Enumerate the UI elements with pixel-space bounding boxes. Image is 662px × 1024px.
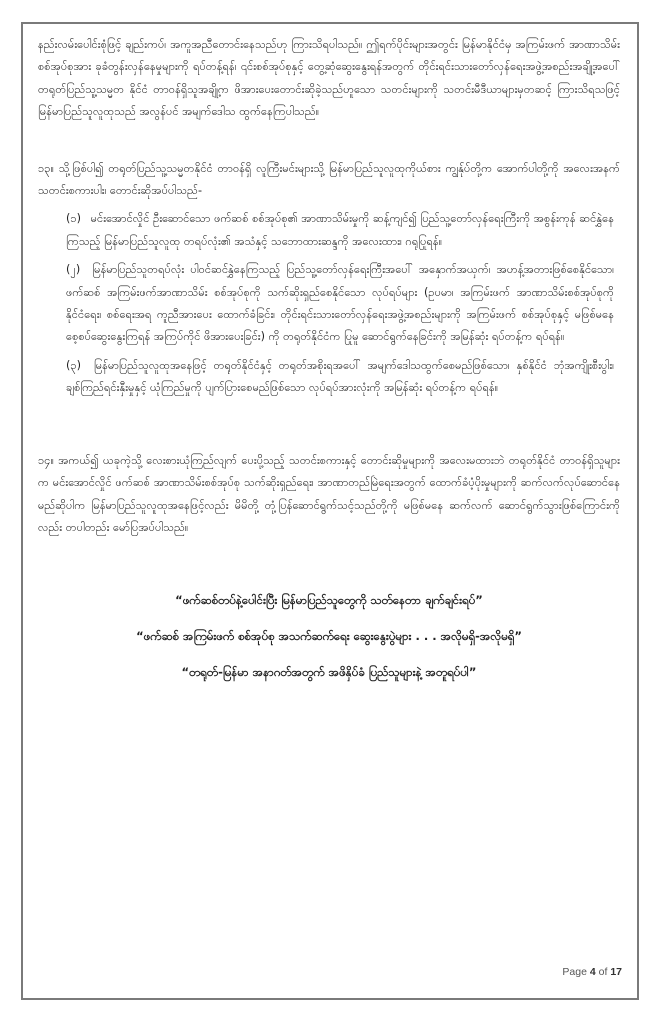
page-number <box>562 966 622 978</box>
demand-item-2 <box>66 259 614 349</box>
demand-item-3 <box>66 355 614 400</box>
demand-item-number: (၃) <box>66 358 82 372</box>
paragraph-13: ၁၃။ သို့ဖြစ်ပါ၍ တရုတ်ပြည်သူ့သမ္မတနိုင်ငံ တာဝန်ရှိ လူကြီးမင်းများသို့ မြန်မာပြည်သူလူထုကိုယ်စား ကျွန်ုပ်တို့က အောက်ပါတို့ကို အလေးအနက် သတင်းစကားပါး၊ တောင်းဆိုအပ်ပါသည်- <box>38 161 620 198</box>
slogan-1: “ဖက်ဆစ်တပ်နဲ့ပေါင်းပြီး မြန်မာပြည်သူတွေကို သတ်နေတာ ချက်ချင်းရပ်” <box>175 593 483 608</box>
demand-item-text: မင်းအောင်လှိုင် ဦးဆောင်သော ဖက်ဆစ် စစ်အုပ်စု၏ အာဏာသိမ်းမှုကို ဆန့်ကျင်၍ ပြည်သူ့တော်လှန်ရေးကြီးကို အစွန်းကုန် ဆင်နွှဲနေကြသည့် မြန်မာပြည်သူလူထု တရပ်လုံး၏ အသံနှင့် သဘောထားဆန္ဒကို အလေးထား၊ ဂရုပြုရန်။ <box>66 212 614 248</box>
document-body <box>38 34 620 697</box>
page-current: 4 <box>589 966 596 978</box>
slogan-3: “တရုတ်-မြန်မာ အနာဂတ်အတွက် အဖိနှိပ်ခံ ပြည်သူများနဲ့ အတူရပ်ပါ” <box>181 665 477 680</box>
demand-item-number: (၂) <box>66 263 81 277</box>
page-prefix: Page <box>562 966 587 978</box>
demand-item-1 <box>66 208 614 253</box>
paragraph-14: ၁၄။ အကယ်၍ ယခုကဲ့သို့ လေးစားယုံကြည်လျက် ပေးပို့သည့် သတင်းစကားနှင့် တောင်းဆိုမှုများကို အလေးမထားဘဲ တရုတ်နိုင်ငံ တာဝန်ရှိသူများက မင်းအောင်လှိုင် ဖက်ဆစ် အာဏာသိမ်းစစ်အုပ်စု သက်ဆိုးရှည်ရေး၊ အာဏာတည်မြဲရေးအတွက် ထောက်ခံပံ့ပိုးမှုများကို ဆက်လက်လုပ်ဆောင်နေမည်ဆိုပါက မြန်မာပြည်သူလူထုအနေဖြင့်လည်း မိမိတို့ တုံ့ပြန်ဆောင်ရွက်သင့်သည်တို့ကို မဖြစ်မနေ ဆက်လက် ဆောင်ရွက်သွားဖြစ်ကြောင်းကိုလည်း တပါတည်း မော်ပြအပ်ပါသည်။ <box>38 453 620 534</box>
demand-item-number: (၁) <box>66 212 82 226</box>
page-of: of <box>598 966 608 978</box>
slogan-2: “ဖက်ဆစ် အကြမ်းဖက် စစ်အုပ်စု အသက်ဆက်ရေး ဆွေးနွေးပွဲများ . . . အလိုမရှိ-အလိုမရှိ” <box>136 629 522 644</box>
page-total: 17 <box>610 966 622 978</box>
demand-item-text: မြန်မာပြည်သူတရပ်လုံး ပါဝင်ဆင်နွှဲနေကြသည့် ပြည်သူ့တော်လှန်ရေးကြီးအပေါ် အနှောက်အယှက်၊ အဟန့်အတားဖြစ်စေနိုင်သော၊ ဖက်ဆစ် အကြမ်းဖက်အာဏာသိမ်း စစ်အုပ်စုကို သက်ဆိုးရှည်စေနိုင်သော လုပ်ရပ်များ (ဥပမာ၊ အကြမ်းဖက် အာဏာသိမ်းစစ်အုပ်စုကို နိုင်ငံရေး၊ စစ်ရေးအရ ကူညီအားပေး ထောက်ခံခြင်း၊ တိုင်းရင်းသားတော်လှန်ရေးအဖွဲ့အစည်းများကို အကြမ်းဖက် စစ်အုပ်စုနှင့် မဖြစ်မနေ စေ့စပ်ဆွေးနွေးကြရန် အကြပ်ကိုင် ဖိအားပေးခြင်း) ကို တရုတ်နိုင်ငံက ပြုမူ ဆောင်ရွက်နေခြင်းကို အမြန်ဆုံး ရပ်တန့်က ရပ်ရန်။ <box>66 263 615 344</box>
demand-item-text: မြန်မာပြည်သူလူထုအနေဖြင့် တရုတ်နိုင်ငံနှင့် တရုတ်အစိုးရအပေါ် အမျက်ဒေါသထွက်စေမည်ဖြစ်သော၊ နှစ်နိုင်ငံ ဘုံအကျိုးစီးပွါး၊ ချစ်ကြည်ရင်းနှီးမှုနှင့် ယုံကြည်မှုကို ပျက်ပြားစေမည်ဖြစ်သော လုပ်ရပ်အားလုံးကို အမြန်ဆုံး ရပ်တန့်က ရပ်ရန်။ <box>66 358 614 395</box>
slogan-block <box>38 589 620 683</box>
paragraph-intro: နည်းလမ်းပေါင်းစုံဖြင့် ချည်းကပ်၊ အကူအညီတောင်းနေသည်ဟု ကြားသိရပါသည်။ ဤရက်ပိုင်းများအတွင်း မြန်မာနိုင်ငံမှ အကြမ်းဖက် အာဏာသိမ်းစစ်အုပ်စုအား ခုခံတွန်းလှန်နေမှုများကို ရပ်တန့်ရန်၊ ၎င်းစစ်အုပ်စုနှင့် တွေ့ဆုံဆွေးနွေးရန်အတွက် တိုင်းရင်းသားတော်လှန်ရေးအဖွဲ့အစည်းအချို့အပေါ် တရုတ်ပြည်သူ့သမ္မတ နိုင်ငံ တာဝန်ရှိသူအချို့က ဖိအားပေးတောင်းဆိုခဲ့သည်ဟူသော သတင်းများကို သတင်းမီဒီယာများမှတဆင့် ကြားသိရသဖြင့် မြန်မာပြည်သူလူထုသည် အလွန်ပင် အမျက်ဒေါသ ထွက်နေကြပါသည်။ <box>38 38 620 119</box>
